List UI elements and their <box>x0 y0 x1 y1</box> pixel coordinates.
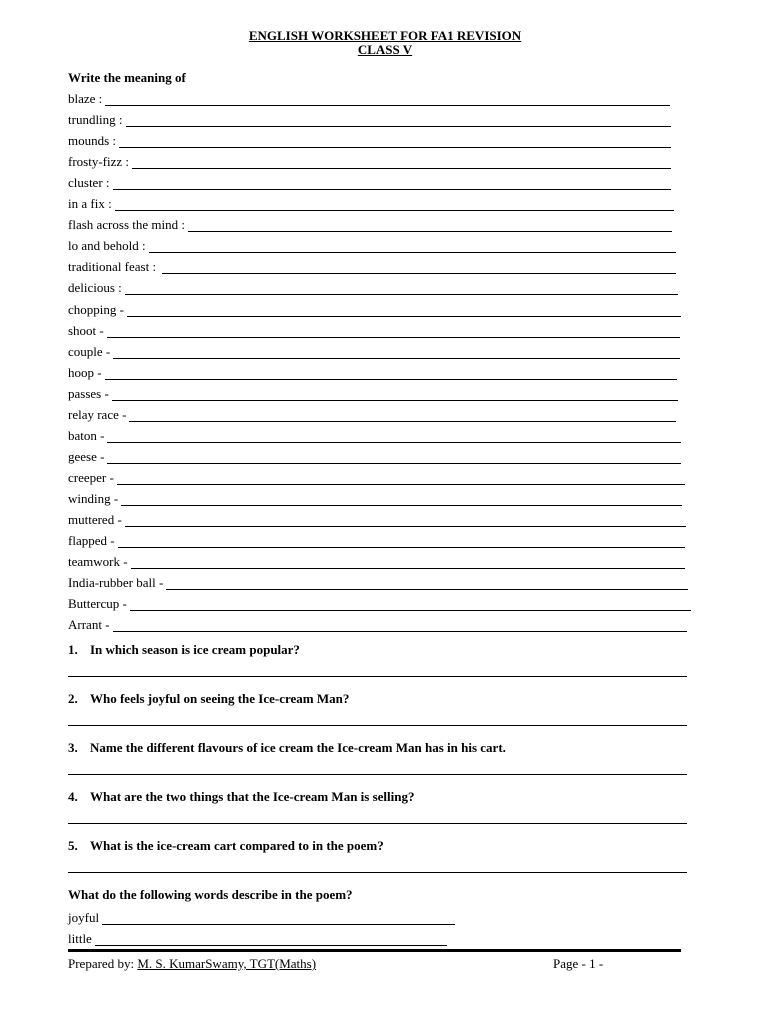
meaning-row <box>68 111 671 127</box>
meaning-row <box>68 216 672 232</box>
answer-line[interactable] <box>105 93 670 106</box>
page-number: Page - 1 - <box>553 956 604 971</box>
meaning-term: delicious : <box>68 280 122 296</box>
answer-line[interactable] <box>113 619 687 632</box>
describe-word: joyful <box>68 910 100 925</box>
meaning-term: flapped - <box>68 533 115 549</box>
footer-credit <box>68 956 316 971</box>
answer-line[interactable] <box>166 577 688 590</box>
meaning-row <box>68 90 670 106</box>
meaning-row <box>68 406 676 422</box>
answer-line[interactable] <box>107 430 681 443</box>
answer-line[interactable] <box>113 346 680 359</box>
meaning-term: chopping - <box>68 301 124 317</box>
answer-line[interactable] <box>107 451 681 464</box>
meaning-term: Buttercup - <box>68 596 127 612</box>
answer-line[interactable] <box>118 535 685 548</box>
meaning-term: muttered - <box>68 512 122 527</box>
question-number: 1. <box>68 642 78 657</box>
meaning-term: traditional feast : <box>68 259 160 275</box>
worksheet-title: ENGLISH WORKSHEET FOR FA1 REVISION <box>248 28 522 43</box>
answer-line[interactable] <box>162 261 676 274</box>
meaning-row <box>68 595 691 611</box>
meaning-term: mounds : <box>68 133 117 149</box>
describe-word: little <box>68 931 92 946</box>
meaning-row <box>68 448 681 464</box>
answer-line[interactable] <box>188 219 672 232</box>
meaning-term: cluster : <box>68 175 110 191</box>
describe-row <box>68 930 447 946</box>
meaning-term: relay race - <box>68 406 127 422</box>
meaning-term: teamwork - <box>68 554 128 570</box>
question-number: 5. <box>68 838 78 853</box>
meaning-term: flash across the mind : <box>68 217 185 233</box>
question-text: Name the different flavours of ice cream the Ice-cream Man has in his cart. <box>90 740 506 755</box>
meaning-term: passes - <box>68 385 109 401</box>
answer-line[interactable] <box>115 198 674 211</box>
meaning-term: trundling : <box>68 112 123 128</box>
meaning-term: couple - <box>68 343 111 359</box>
answer-line[interactable] <box>119 135 671 148</box>
meaning-term: India-rubber ball - <box>68 575 164 591</box>
answer-line[interactable] <box>131 556 685 569</box>
meaning-row <box>68 511 686 527</box>
answer-line[interactable] <box>68 872 687 873</box>
meaning-term: creeper - <box>68 469 114 485</box>
meaning-term: Arrant - <box>68 617 110 633</box>
describe-row <box>68 909 455 925</box>
meaning-row <box>68 364 677 380</box>
answer-line[interactable] <box>68 823 687 824</box>
answer-line[interactable] <box>107 325 680 338</box>
question-text: What are the two things that the Ice-cream Man is selling? <box>90 789 415 804</box>
meaning-term: baton - <box>68 427 105 443</box>
question <box>68 691 349 706</box>
meaning-term: blaze : <box>68 91 103 106</box>
meaning-row <box>68 385 678 401</box>
answer-line[interactable] <box>105 367 677 380</box>
answer-line[interactable] <box>126 114 671 127</box>
answer-line[interactable] <box>130 598 691 611</box>
meaning-term: winding - <box>68 490 119 506</box>
meaning-row <box>68 237 676 253</box>
question-number: 2. <box>68 691 78 706</box>
question <box>68 789 415 804</box>
meaning-row <box>68 427 681 443</box>
author-name: M. S. KumarSwamy, TGT(Maths) <box>137 956 317 971</box>
question-text: In which season is ice cream popular? <box>90 642 300 657</box>
question <box>68 838 384 853</box>
answer-line[interactable] <box>129 409 676 422</box>
meaning-term: hoop - <box>68 364 102 380</box>
meaning-term: geese - <box>68 448 105 464</box>
answer-line[interactable] <box>121 493 682 506</box>
answer-line[interactable] <box>112 388 678 401</box>
meaning-term: frosty-fizz : <box>68 154 130 170</box>
meaning-row <box>68 195 674 211</box>
answer-line[interactable] <box>102 912 455 925</box>
meaning-row <box>68 258 676 274</box>
question-text: Who feels joyful on seeing the Ice-cream Man? <box>90 691 350 706</box>
question <box>68 642 300 657</box>
answer-line[interactable] <box>117 472 685 485</box>
answer-line[interactable] <box>113 177 671 190</box>
class-label: CLASS V <box>357 42 413 57</box>
meaning-row <box>68 469 685 485</box>
answer-line[interactable] <box>149 240 676 253</box>
answer-line[interactable] <box>68 676 687 677</box>
question-text: What is the ice-cream cart compared to in the poem? <box>90 838 384 853</box>
answer-line[interactable] <box>127 304 681 317</box>
meaning-row <box>68 279 678 295</box>
meaning-row <box>68 553 685 569</box>
describe-heading: What do the following words describe in the poem? <box>68 887 353 902</box>
footer-divider <box>68 949 681 952</box>
answer-line[interactable] <box>68 725 687 726</box>
answer-line[interactable] <box>95 933 447 946</box>
question-number: 3. <box>68 740 78 755</box>
meaning-row <box>68 343 680 359</box>
meaning-row <box>68 532 685 548</box>
meaning-row <box>68 574 688 590</box>
meanings-heading: Write the meaning of <box>68 70 186 85</box>
meaning-row <box>68 301 681 317</box>
meaning-term: in a fix : <box>68 196 112 212</box>
prepared-by-label: Prepared by: <box>68 956 138 971</box>
answer-line[interactable] <box>68 774 687 775</box>
answer-line[interactable] <box>132 156 671 169</box>
question-number: 4. <box>68 789 78 804</box>
meaning-row <box>68 616 687 632</box>
question <box>68 740 506 755</box>
meaning-row <box>68 490 682 506</box>
meaning-row <box>68 174 671 190</box>
meaning-term: lo and behold : <box>68 238 146 254</box>
answer-line[interactable] <box>125 282 678 295</box>
meaning-term: shoot - <box>68 322 104 338</box>
meaning-row <box>68 153 671 169</box>
answer-line[interactable] <box>125 514 686 527</box>
meaning-row <box>68 132 671 148</box>
meaning-row <box>68 322 680 338</box>
